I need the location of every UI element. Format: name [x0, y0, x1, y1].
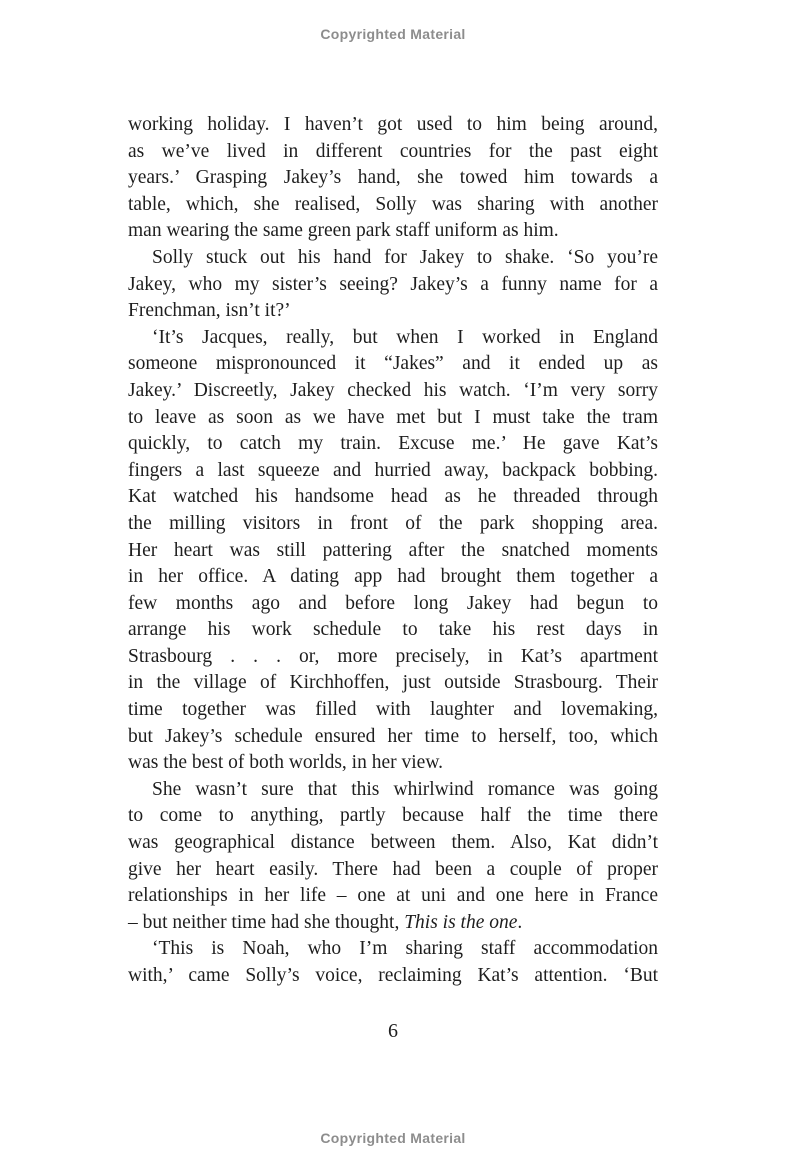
- text-line: [128, 192, 658, 219]
- text-segment: table, which, she realised, Solly was sharing with another: [128, 193, 658, 215]
- body-text: [128, 112, 658, 990]
- text-segment: years.’ Grasping Jakey’s hand, she towed him towards a: [128, 167, 658, 189]
- text-line: [128, 325, 658, 352]
- text-segment: time together was filled with laughter and lovemaking,: [128, 699, 658, 721]
- text-segment: – but neither time had she thought,: [128, 911, 405, 933]
- text-segment: someone mispronounced it “Jakes” and it ended up as: [128, 353, 658, 375]
- text-segment: man wearing the same green park staff uniform as him.: [128, 220, 559, 242]
- text-line: [128, 697, 658, 724]
- text-segment: Solly stuck out his hand for Jakey to shake. ‘So you’re: [152, 246, 658, 268]
- text-segment: but Jakey’s schedule ensured her time to herself, too, which: [128, 725, 658, 747]
- text-line: [128, 591, 658, 618]
- text-segment: She wasn’t sure that this whirlwind romance was going: [152, 778, 658, 800]
- text-segment: was geographical distance between them. Also, Kat didn’t: [128, 832, 658, 854]
- text-line: [128, 883, 658, 910]
- text-line: [128, 617, 658, 644]
- text-line: [128, 218, 658, 245]
- copyright-notice-top: Copyrighted Material: [320, 26, 466, 42]
- copyright-notice-bottom: Copyrighted Material: [320, 1130, 466, 1146]
- text-line: [128, 139, 658, 166]
- text-segment: working holiday. I haven’t got used to him being around,: [128, 114, 658, 135]
- text-segment: .: [517, 911, 523, 933]
- text-line: [128, 670, 658, 697]
- text-segment: was the best of both worlds, in her view.: [128, 752, 444, 774]
- text-line: [128, 724, 658, 751]
- text-line: [128, 272, 658, 299]
- text-line: [128, 245, 658, 272]
- text-segment: ‘It’s Jacques, really, but when I worked in England: [152, 326, 658, 348]
- italic-text: This is the one: [404, 911, 518, 933]
- text-line: [128, 112, 658, 139]
- text-line: [128, 458, 658, 485]
- text-segment: fingers a last squeeze and hurried away, backpack bobbing.: [128, 459, 658, 481]
- text-line: [128, 936, 658, 963]
- text-line: [128, 165, 658, 192]
- text-line: [128, 777, 658, 804]
- text-segment: Frenchman, isn’t it?’: [128, 300, 291, 322]
- text-line: [128, 910, 658, 937]
- text-segment: Her heart was still pattering after the snatched moments: [128, 539, 658, 561]
- text-segment: the milling visitors in front of the park shopping area.: [128, 512, 658, 534]
- text-line: [128, 830, 658, 857]
- text-segment: with,’ came Solly’s voice, reclaiming Kat’s attention. ‘But: [128, 965, 658, 986]
- text-segment: in her office. A dating app had brought them together a: [128, 566, 658, 588]
- text-segment: quickly, to catch my train. Excuse me.’ He gave Kat’s: [128, 433, 658, 455]
- text-segment: to leave as soon as we have met but I must take the tram: [128, 406, 658, 428]
- text-segment: Jakey, who my sister’s seeing? Jakey’s a funny name for a: [128, 273, 658, 295]
- text-segment: arrange his work schedule to take his rest days in: [128, 619, 658, 641]
- text-line: [128, 857, 658, 884]
- text-segment: relationships in her life – one at uni and one here in France: [128, 885, 658, 907]
- text-segment: to come to anything, partly because half the time there: [128, 805, 658, 827]
- text-line: [128, 351, 658, 378]
- text-line: [128, 564, 658, 591]
- text-segment: Strasbourg . . . or, more precisely, in Kat’s apartment: [128, 645, 658, 667]
- text-line: [128, 431, 658, 458]
- text-line: [128, 405, 658, 432]
- text-segment: give her heart easily. There had been a couple of proper: [128, 858, 658, 880]
- text-segment: Jakey.’ Discreetly, Jakey checked his watch. ‘I’m very sorry: [128, 379, 658, 401]
- text-segment: in the village of Kirchhoffen, just outside Strasbourg. Their: [128, 672, 658, 694]
- page-number: 6: [388, 1020, 398, 1042]
- text-line: [128, 484, 658, 511]
- text-line: [128, 803, 658, 830]
- text-line: [128, 644, 658, 671]
- text-line: [128, 298, 658, 325]
- text-line: [128, 378, 658, 405]
- text-segment: as we’ve lived in different countries for the past eight: [128, 140, 658, 162]
- text-line: [128, 511, 658, 538]
- text-line: [128, 963, 658, 990]
- text-segment: ‘This is Noah, who I’m sharing staff accommodation: [152, 938, 658, 960]
- text-line: [128, 750, 658, 777]
- text-segment: Kat watched his handsome head as he threaded through: [128, 486, 658, 508]
- text-line: [128, 538, 658, 565]
- text-segment: few months ago and before long Jakey had begun to: [128, 592, 658, 614]
